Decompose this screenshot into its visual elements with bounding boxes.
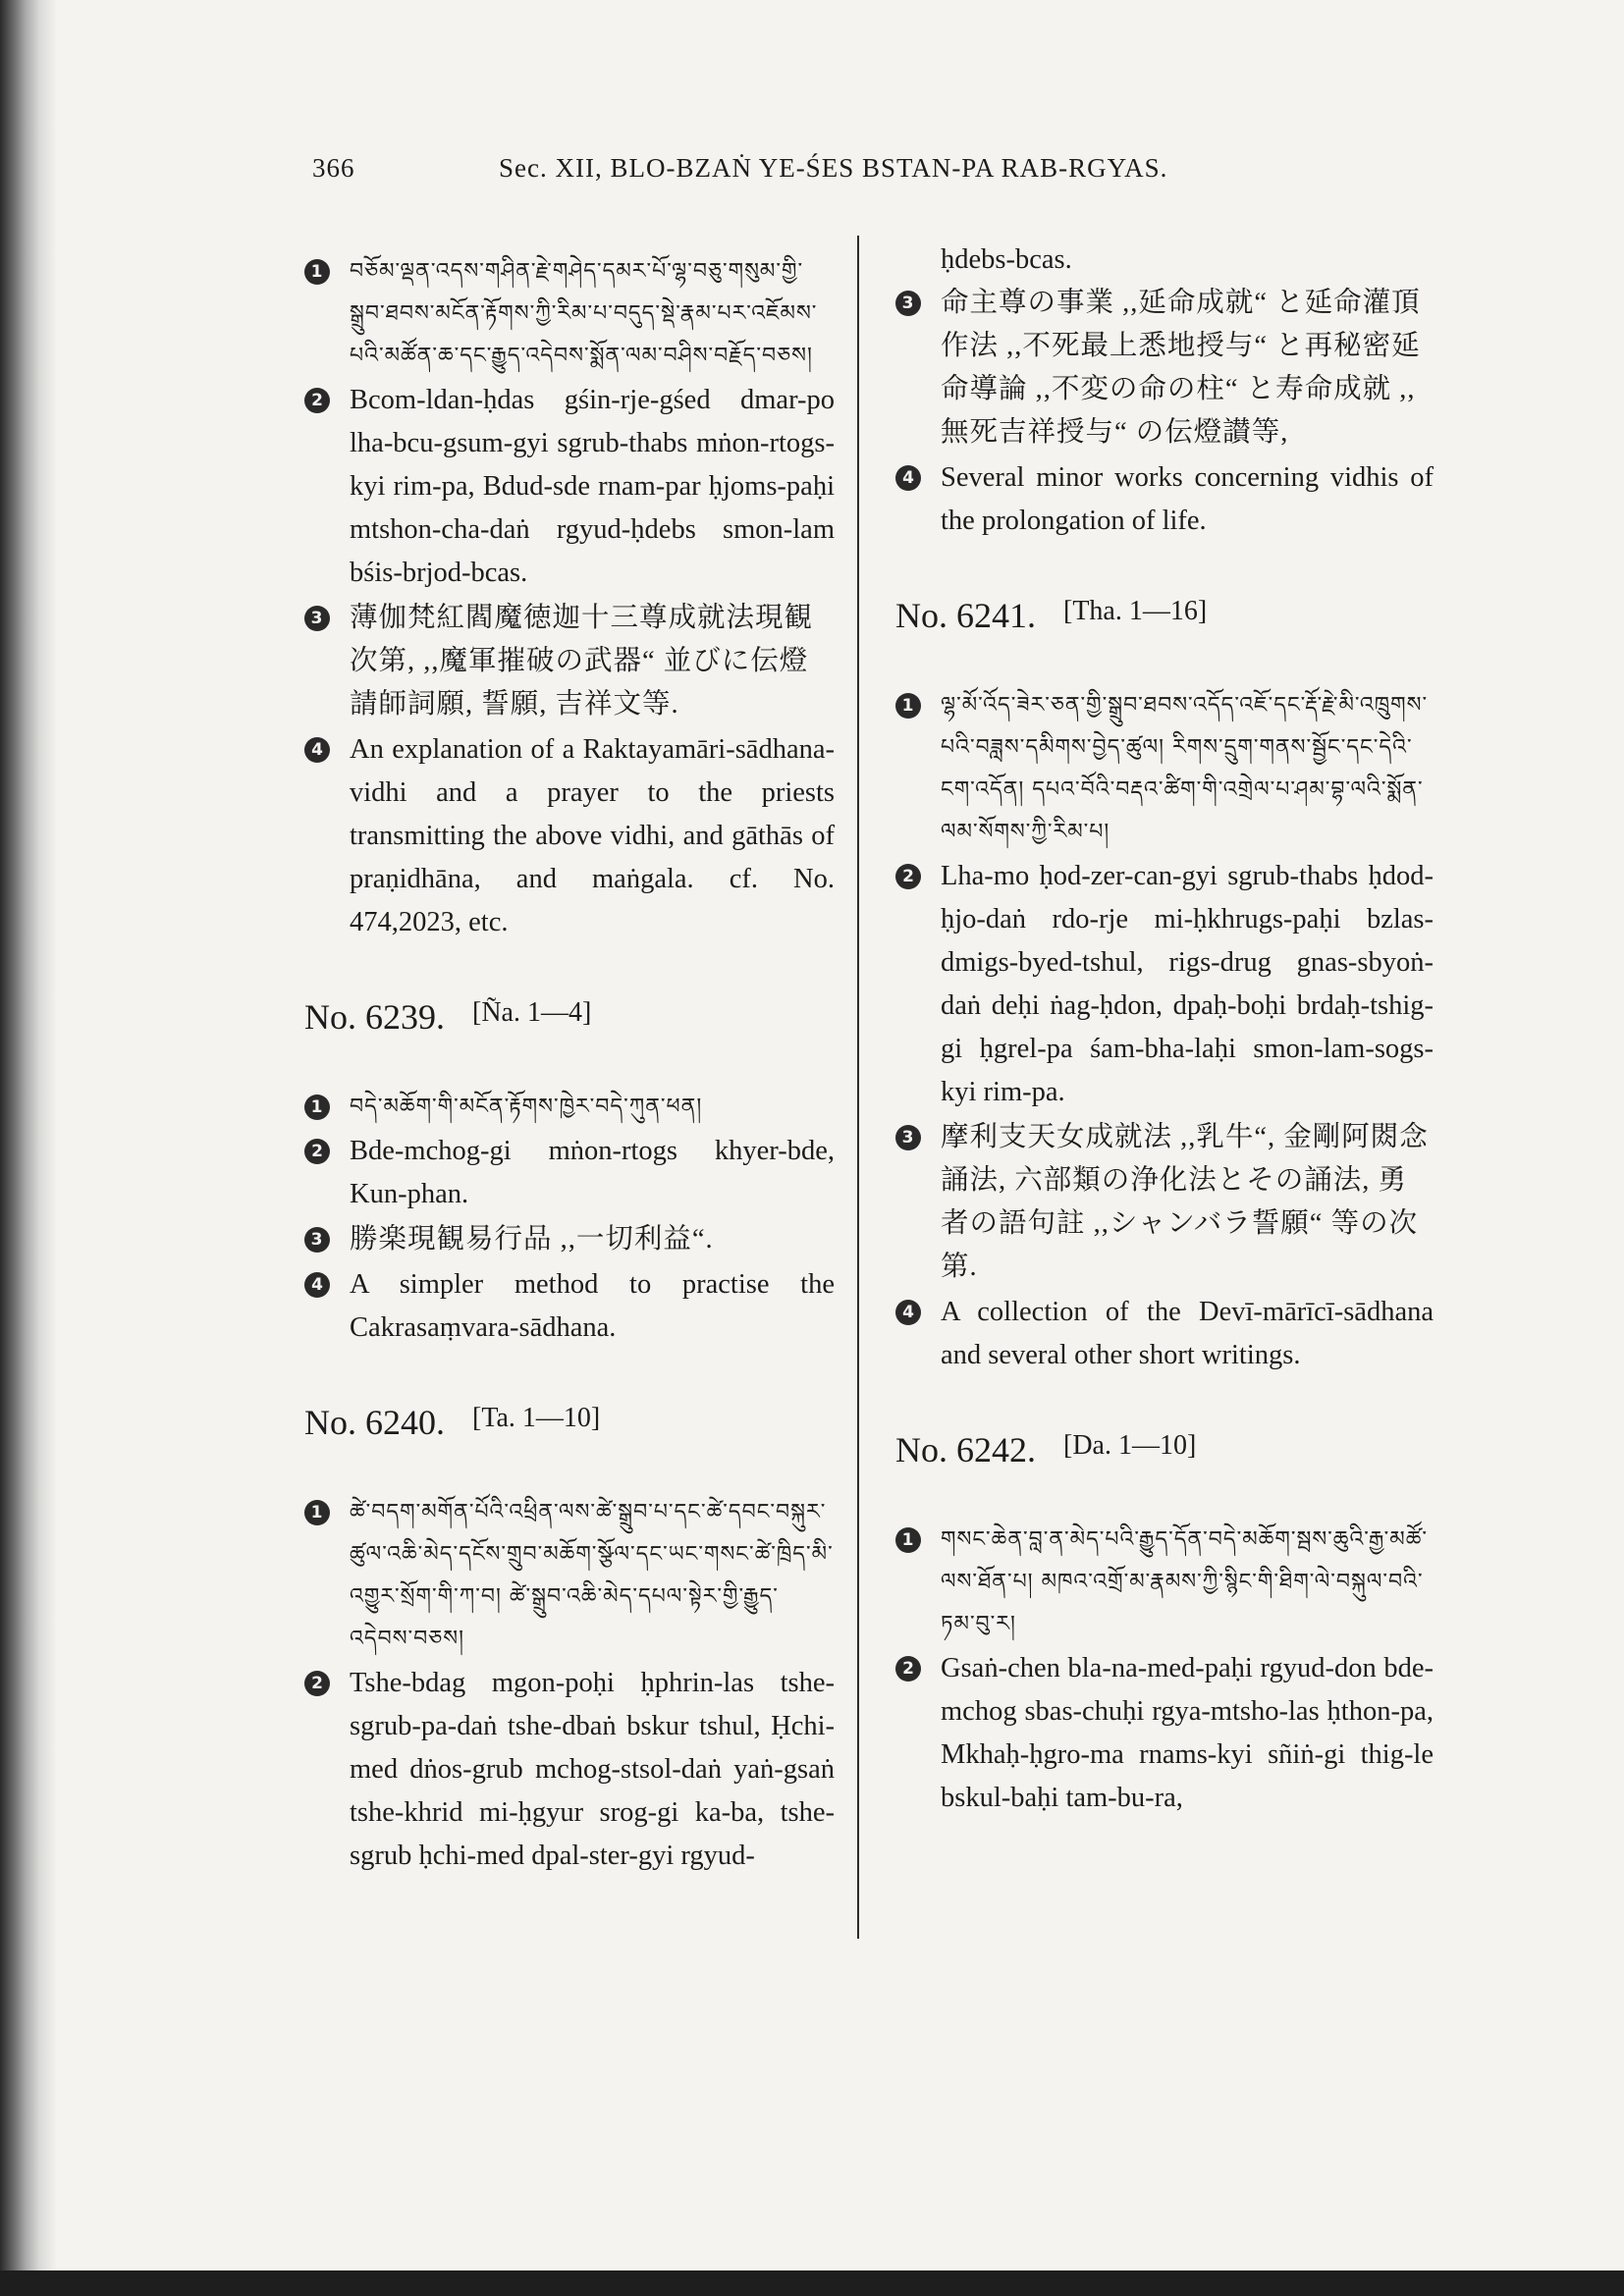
entry-number: No. 6242. xyxy=(895,1430,1036,1469)
entry-item xyxy=(895,855,1434,1114)
entry-item xyxy=(304,597,835,726)
item-number: 1 xyxy=(304,259,330,285)
entry-item xyxy=(304,728,835,944)
japanese-title: 薄伽梵紅閻魔徳迦十三尊成就法現観次第, ,,魔軍摧破の武器“ 並びに伝燈請師詞願, 誓願, 吉祥文等. xyxy=(350,603,814,720)
item-number: 4 xyxy=(895,1300,921,1325)
right-column xyxy=(895,239,1434,1822)
scan-bottom-edge xyxy=(0,2270,1624,2296)
tibetan-title: གསང་ཆེན་བླ་ན་མེད་པའི་རྒྱུད་དོན་བདེ་མཆོག་སྦས་ཆུའི་རྒྱ་མཚོ་ལས་ཐོན་པ། མཁའ་འགྲོ་མ་རྣམས་ཀྱི་སྙིང་གི་ཐིག་ལེ་བསྐུལ་བའི་ཏམ་བུ་ར། xyxy=(941,1527,1429,1636)
entry-item xyxy=(304,1263,835,1350)
volume-reference: [Tha. 1—16] xyxy=(1063,596,1208,626)
transliteration: Tshe-bdag mgon-poḥi ḥphrin-las tshe-sgrub-pa-daṅ tshe-dbaṅ bskur tshul, Ḥchi-med dṅos-grub mchog-stsol-daṅ yaṅ-gsaṅ tshe-khrid mi-ḥgyur srog-gi ka-ba, tshe-sgrub ḥchi-med dpal-ster-gyi rgyud- xyxy=(350,1668,835,1871)
japanese-title: 勝楽現観易行品 ,,一切利益“. xyxy=(350,1224,714,1255)
entry-6240 xyxy=(304,1491,835,1878)
item-number: 2 xyxy=(304,1671,330,1696)
item-number: 4 xyxy=(304,1272,330,1298)
entry-6241 xyxy=(895,684,1434,1377)
item-number: 4 xyxy=(895,465,921,491)
english-description: A simpler method to practise the Cakrasaṃvara-sādhana. xyxy=(350,1269,835,1343)
entry-6239 xyxy=(304,1086,835,1350)
item-number: 1 xyxy=(304,1500,330,1525)
entry-item xyxy=(304,1662,835,1878)
item-number: 1 xyxy=(895,693,921,719)
entry-number: No. 6239. xyxy=(304,997,445,1037)
column-divider xyxy=(857,236,859,1939)
continued-text: ḥdebs-bcas. xyxy=(941,244,1072,275)
entry-item xyxy=(895,1519,1434,1645)
transliteration: Lha-mo ḥod-zer-can-gyi sgrub-thabs ḥdod-ḥjo-daṅ rdo-rje mi-ḥkhrugs-paḥi bzlas-dmigs-byed-tshul, rigs-drug gnas-sbyoṅ-daṅ deḥi ṅag-ḥdon, dpaḥ-boḥi brdaḥ-tshig-gi ḥgrel-pa śam-bha-laḥi smon-lam-sogs-kyi rim-pa. xyxy=(941,861,1434,1107)
tibetan-title: ཚེ་བདག་མགོན་པོའི་འཕྲིན་ལས་ཚེ་སྒྲུབ་པ་དང་ཚེ་དབང་བསྐུར་ཚུལ་འཆི་མེད་དངོས་གྲུབ་མཆོག་སྩོལ་དང་ཡང་གསང་ཚེ་ཁྲིད་མི་འགྱུར་སྲོག་གི་ཀ་བ། ཚེ་སྒྲུབ་འཆི་མེད་དཔལ་སྟེར་གྱི་རྒྱུད་འདེབས་བཅས། xyxy=(350,1500,834,1651)
running-title: Sec. XII, BLO-BZAṄ YE-ŚES BSTAN-PA RAB-RGYAS. xyxy=(499,153,1168,183)
transliteration: Gsaṅ-chen bla-na-med-paḥi rgyud-don bde-mchog sbas-chuḥi rgya-mtsho-las ḥthon-pa, Mkhaḥ-ḥgro-ma rnams-kyi sñiṅ-gi thig-le bskul-baḥi tam-bu-ra, xyxy=(941,1653,1434,1813)
item-number: 3 xyxy=(895,1125,921,1150)
entry-item xyxy=(895,456,1434,543)
entry-heading-6240 xyxy=(304,1401,835,1448)
tibetan-title: བདེ་མཆོག་གི་མངོན་རྟོགས་ཁྱེར་བདེ་ཀུན་ཕན། xyxy=(350,1095,703,1119)
item-number: 2 xyxy=(895,1656,921,1682)
item-number: 1 xyxy=(895,1527,921,1553)
entry-item xyxy=(304,1218,835,1261)
entry-item xyxy=(304,379,835,595)
volume-reference: [Ña. 1—4] xyxy=(472,997,592,1028)
entry-heading-6239 xyxy=(304,995,835,1042)
item-number: 4 xyxy=(304,737,330,763)
english-description: Several minor works concerning vidhis of the prolongation of life. xyxy=(941,462,1434,536)
entry-item xyxy=(304,250,835,377)
entry-heading-6241 xyxy=(895,594,1434,641)
entry-item xyxy=(304,1086,835,1128)
item-number: 3 xyxy=(304,606,330,631)
entry-item xyxy=(895,1647,1434,1820)
item-number: 2 xyxy=(304,1139,330,1164)
japanese-title: 命主尊の事業 ,,延命成就“ と延命灌頂作法 ,,不死最上悉地授与“ と再秘密延命導論 ,,不変の命の柱“ と寿命成就 ,,無死吉祥授与“ の伝燈讃等, xyxy=(941,288,1421,448)
entry-6242 xyxy=(895,1519,1434,1820)
page-number: 366 xyxy=(312,153,355,183)
entry-item xyxy=(895,684,1434,853)
japanese-title: 摩利支天女成就法 ,,乳牛“, 金剛阿閦念誦法, 六部類の浄化法とその誦法, 勇者の語句註 ,,シャンバラ誓願“ 等の次第. xyxy=(941,1122,1429,1282)
entry-item xyxy=(304,1491,835,1660)
volume-reference: [Da. 1—10] xyxy=(1063,1430,1197,1461)
english-description: An explanation of a Raktayamāri-sādhana-vidhi and a prayer to the priests transmitting the above vidhi, and gāthās of praṇidhāna, and maṅgala. cf. No. 474,2023, etc. xyxy=(350,734,835,937)
transliteration: Bcom-ldan-ḥdas gśin-rje-gśed dmar-po lha-bcu-gsum-gyi sgrub-thabs mṅon-rtogs-kyi rim-pa, Bdud-sde rnam-par ḥjoms-paḥi mtshon-cha-daṅ rgyud-ḥdebs smon-lam bśis-brjod-bcas. xyxy=(350,385,835,588)
tibetan-title: བཅོམ་ལྡན་འདས་གཤིན་རྗེ་གཤེད་དམར་པོ་ལྷ་བཅུ་གསུམ་གྱི་སྒྲུབ་ཐབས་མངོན་རྟོགས་ཀྱི་རིམ་པ་བདུད་སྡེ་རྣམ་པར་འཇོམས་པའི་མཚོན་ཆ་དང་རྒྱུད་འདེབས་སྨོན་ལམ་བཤིས་བརྗོད་བཅས། xyxy=(350,259,818,368)
volume-reference: [Ta. 1—10] xyxy=(472,1403,601,1433)
item-number: 2 xyxy=(304,388,330,413)
entry-continued xyxy=(304,250,835,944)
english-description: A collection of the Devī-mārīcī-sādhana and several other short writings. xyxy=(941,1297,1434,1370)
entry-number: No. 6240. xyxy=(304,1403,445,1442)
item-number: 3 xyxy=(304,1227,330,1253)
entry-item xyxy=(304,1130,835,1216)
scan-binding-edge xyxy=(0,0,57,2296)
item-number: 1 xyxy=(304,1095,330,1120)
entry-item xyxy=(895,282,1434,454)
entry-item xyxy=(895,1291,1434,1377)
entry-number: No. 6241. xyxy=(895,596,1036,635)
left-column xyxy=(304,250,835,1880)
item-number: 2 xyxy=(895,864,921,889)
entry-heading-6242 xyxy=(895,1428,1434,1475)
tibetan-title: ལྷ་མོ་འོད་ཟེར་ཅན་གྱི་སྒྲུབ་ཐབས་འདོད་འཇོ་དང་རྡོ་རྗེ་མི་འཁྲུགས་པའི་བཟླས་དམིགས་བྱེད་ཚུལ། རིགས་དྲུག་གནས་སྦྱོང་དང་དེའི་ངག་འདོན། དཔའ་བོའི་བརྡའ་ཚིག་གི་འགྲེལ་པ་ཤམ་བྷ་ལའི་སྨོན་ལམ་སོགས་ཀྱི་རིམ་པ། xyxy=(941,693,1429,844)
transliteration: Bde-mchog-gi mṅon-rtogs khyer-bde, Kun-phan. xyxy=(350,1136,835,1209)
item-number: 3 xyxy=(895,291,921,316)
entry-item xyxy=(895,1116,1434,1289)
